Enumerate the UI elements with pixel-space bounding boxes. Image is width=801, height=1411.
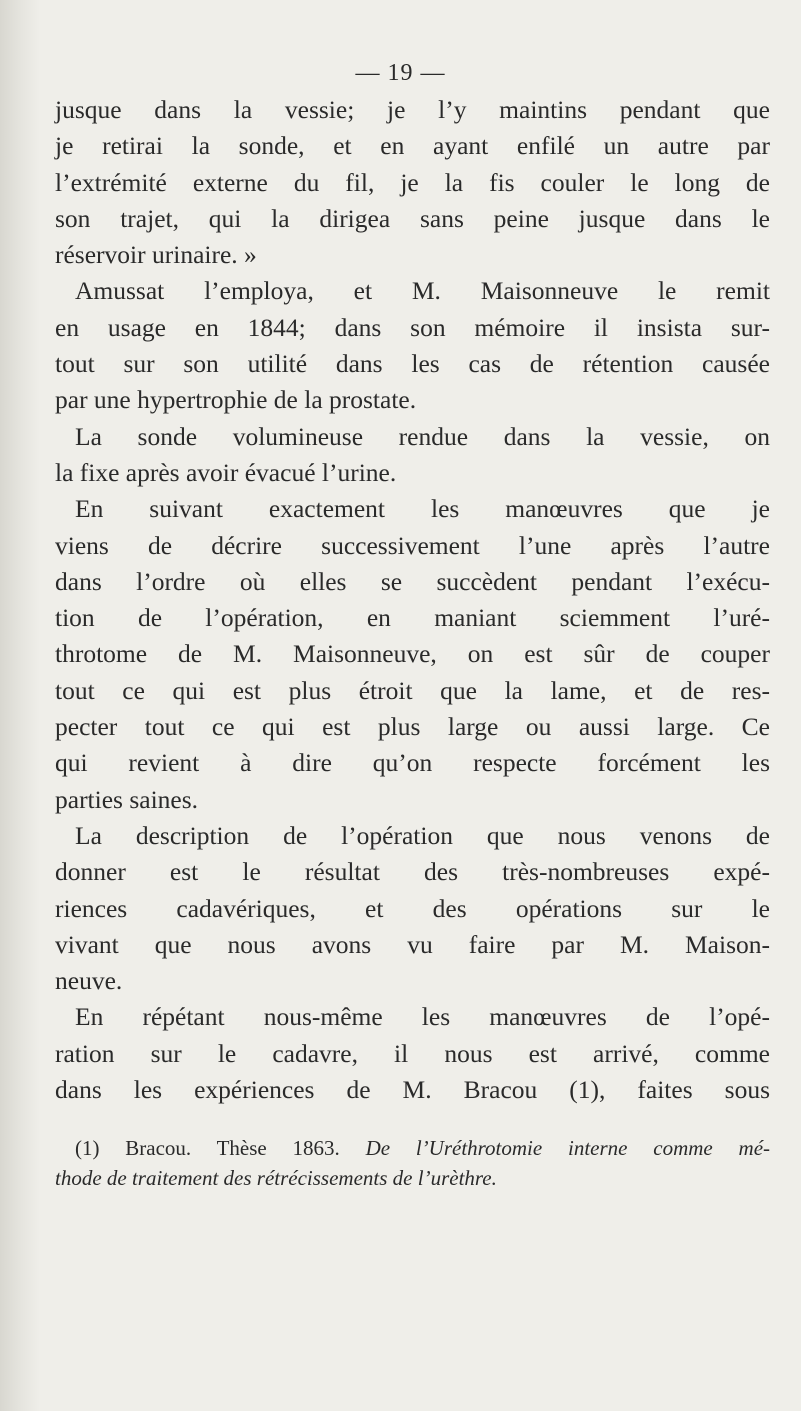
- text-line: Amussat l’employa, et M. Maisonneuve le remit: [75, 276, 770, 306]
- footnote-line: thode de traitement des rétrécissements de l’urèthre.: [55, 1166, 497, 1190]
- body-text: [55, 92, 770, 1108]
- text-line: viens de décrire successivement l’une après l’autre: [55, 530, 770, 560]
- footnote-title: De l’Uréthrotomie interne comme mé-: [365, 1136, 771, 1160]
- text-line: jusque dans la vessie; je l’y maintins pendant que: [55, 95, 770, 124]
- text-line: l’extrémité externe du fil, je la fis couler le long de: [55, 167, 770, 197]
- text-line: tout sur son utilité dans les cas de rétention causée: [55, 349, 770, 379]
- text-line: réservoir urinaire. »: [55, 240, 257, 270]
- text-line: parties saines.: [55, 784, 199, 814]
- footnote-label: (1) Bracou. Thèse 1863.: [75, 1136, 340, 1160]
- footnote-line: [55, 1133, 770, 1163]
- text-line: dans les expériences de M. Bracou (1), faites sous: [55, 1075, 770, 1105]
- page-number: — 19 —: [355, 60, 446, 86]
- text-line: La description de l’opération que nous venons de: [75, 820, 770, 850]
- text-line: dans l’ordre où elles se succèdent pendant l’exécu-: [55, 566, 770, 596]
- text-line: donner est le résultat des très-nombreuses expé-: [55, 857, 770, 887]
- text-line: La sonde volumineuse rendue dans la vessie, on: [75, 421, 770, 451]
- text-line: riences cadavériques, et des opérations sur le: [55, 893, 770, 923]
- text-line: son trajet, qui la dirigea sans peine jusque dans le: [55, 203, 770, 233]
- text-line: pecter tout ce qui est plus large ou aussi large. Ce: [55, 712, 770, 742]
- text-line: la fixe après avoir évacué l’urine.: [55, 457, 397, 487]
- text-line: qui revient à dire qu’on respecte forcément les: [55, 748, 770, 778]
- footnote: [55, 1133, 770, 1193]
- text-line: par une hypertrophie de la prostate.: [55, 385, 417, 415]
- text-line: tion de l’opération, en maniant sciemment l’uré-: [55, 603, 770, 633]
- text-line: ration sur le cadavre, il nous est arrivé, comme: [55, 1038, 770, 1068]
- text-line: En répétant nous-même les manœuvres de l’opé-: [75, 1002, 770, 1032]
- text-line: vivant que nous avons vu faire par M. Maison-: [55, 929, 770, 959]
- text-line: en usage en 1844; dans son mémoire il insista sur-: [55, 312, 770, 342]
- text-line: neuve.: [55, 966, 123, 996]
- text-line: throtome de M. Maisonneuve, on est sûr de couper: [55, 639, 770, 669]
- text-line: En suivant exactement les manœuvres que je: [75, 494, 770, 524]
- text-line: tout ce qui est plus étroit que la lame, et de res-: [55, 675, 770, 705]
- text-line: je retirai la sonde, et en ayant enfilé un autre par: [55, 131, 770, 161]
